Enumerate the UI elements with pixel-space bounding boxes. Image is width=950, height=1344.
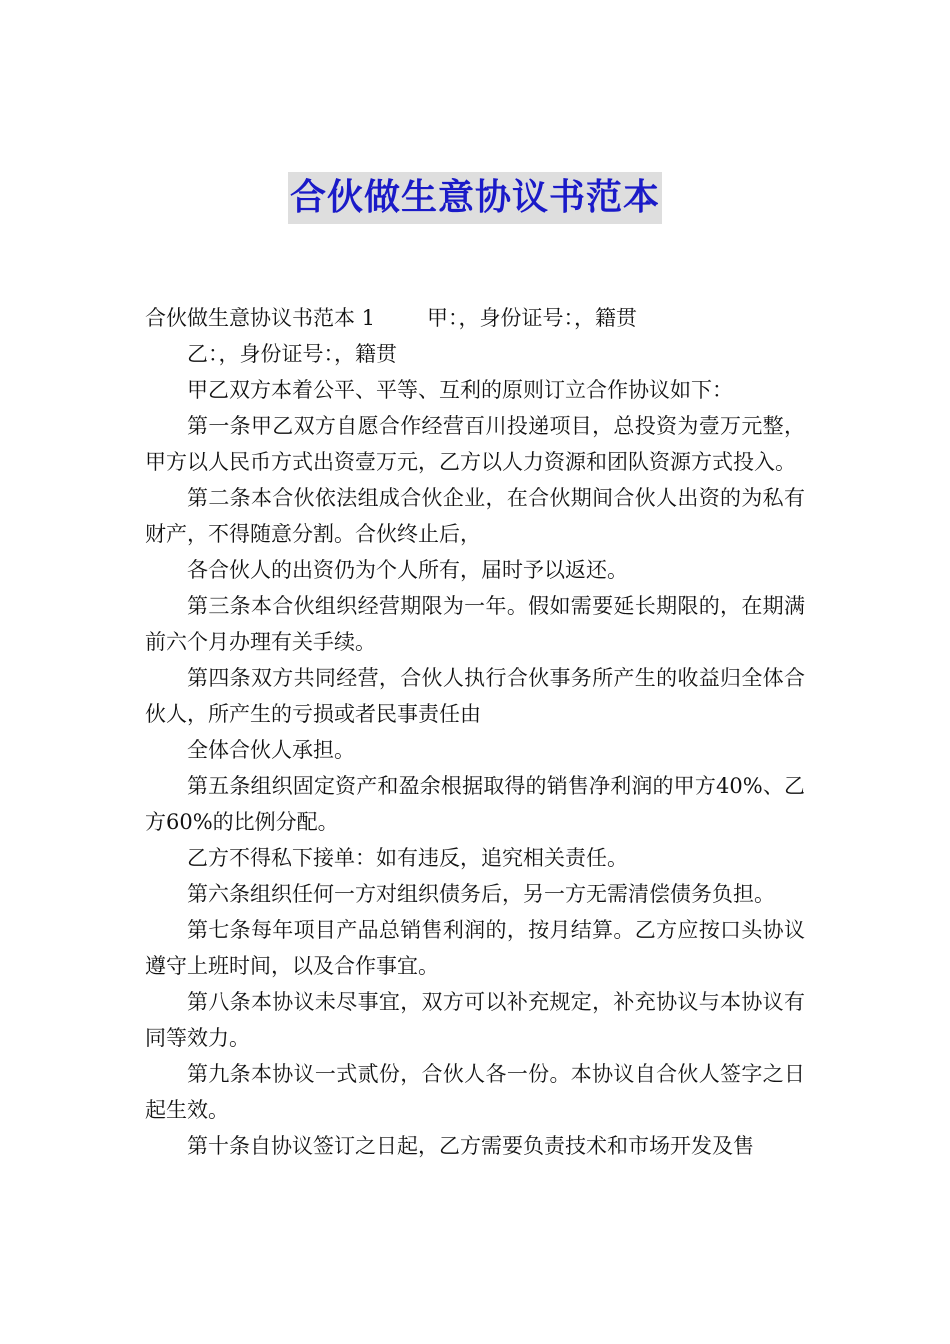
paragraph: 第一条甲乙双方自愿合作经营百川投递项目，总投资为壹万元整，甲方以人民币方式出资壹万元，乙方以人力资源和团队资源方式投入。 bbox=[145, 414, 805, 474]
intro-paragraph bbox=[145, 300, 805, 336]
paragraph: 第六条组织任何一方对组织债务后，另一方无需清偿债务负担。 bbox=[187, 882, 775, 906]
intro-heading: 合伙做生意协议书范本 1 bbox=[145, 306, 376, 330]
paragraph: 第二条本合伙依法组成合伙企业，在合伙期间合伙人出资的为私有财产，不得随意分割。合伙终止后， bbox=[145, 486, 805, 546]
paragraph: 第九条本协议一式贰份，合伙人各一份。本协议自合伙人签字之日起生效。 bbox=[145, 1062, 805, 1122]
intro-party-a: 甲：，身份证号：，籍贯 bbox=[427, 306, 638, 330]
document-title: 合伙做生意协议书范本 bbox=[288, 172, 662, 224]
paragraph: 第八条本协议未尽事宜，双方可以补充规定，补充协议与本协议有同等效力。 bbox=[145, 990, 805, 1050]
document-body bbox=[145, 300, 805, 1164]
paragraph: 第十条自协议签订之日起，乙方需要负责技术和市场开发及售 bbox=[187, 1134, 754, 1158]
title-container bbox=[0, 172, 950, 224]
paragraph: 第三条本合伙组织经营期限为一年。假如需要延长期限的，在期满前六个月办理有关手续。 bbox=[145, 594, 805, 654]
paragraph: 第四条双方共同经营，合伙人执行合伙事务所产生的收益归全体合伙人，所产生的亏损或者民事责任由 bbox=[145, 666, 805, 726]
paragraph: 第七条每年项目产品总销售利润的，按月结算。乙方应按口头协议遵守上班时间，以及合作事宜。 bbox=[145, 918, 805, 978]
paragraph: 甲乙双方本着公平、平等、互利的原则订立合作协议如下： bbox=[187, 378, 733, 402]
paragraph: 乙方不得私下接单：如有违反，追究相关责任。 bbox=[187, 846, 628, 870]
paragraph: 各合伙人的出资仍为个人所有，届时予以返还。 bbox=[187, 558, 628, 582]
paragraph: 全体合伙人承担。 bbox=[187, 738, 355, 762]
paragraph: 第五条组织固定资产和盈余根据取得的销售净利润的甲方40%、乙方60%的比例分配。 bbox=[145, 774, 805, 834]
paragraph: 乙：，身份证号：，籍贯 bbox=[187, 342, 397, 366]
